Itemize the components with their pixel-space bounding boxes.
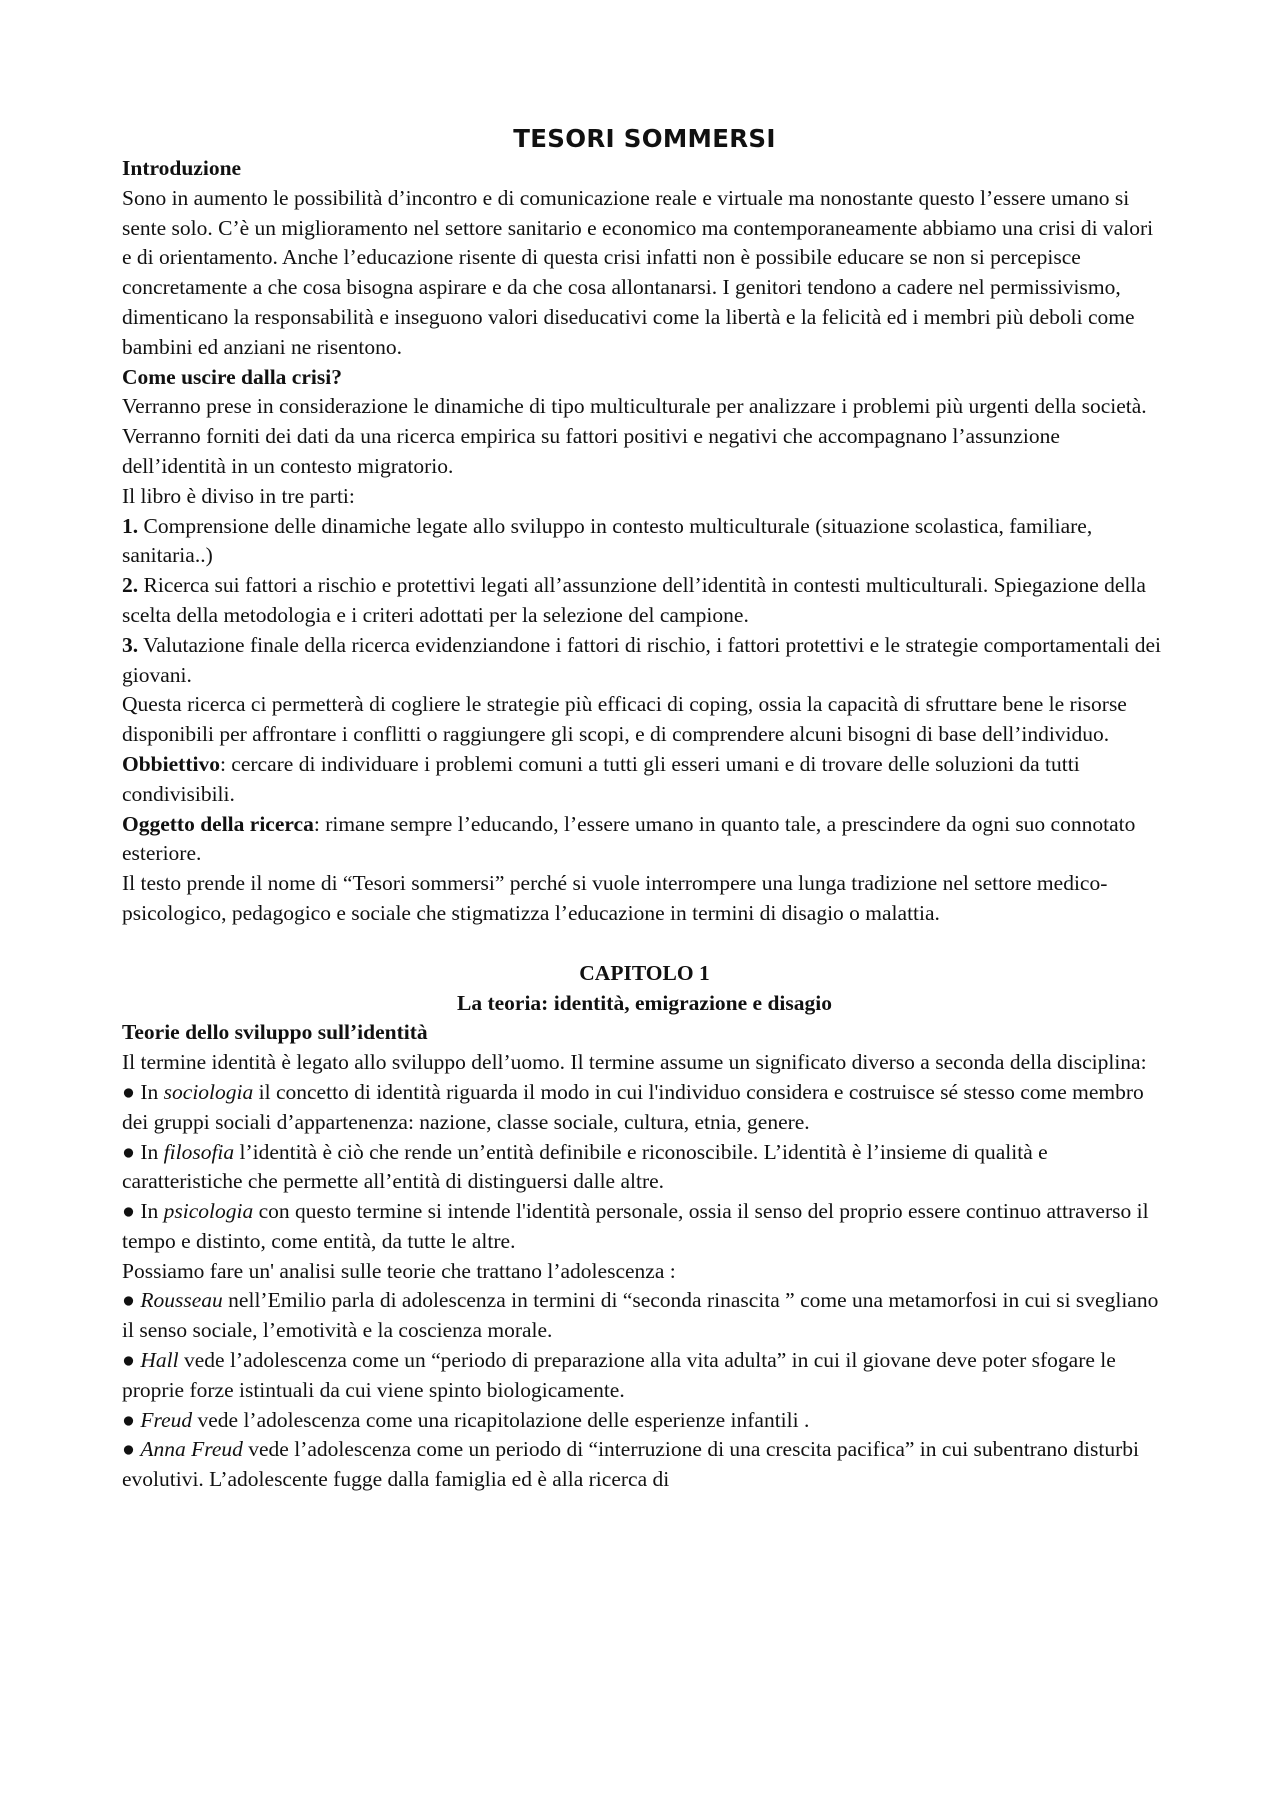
- list-item-freud: [122, 1406, 1167, 1436]
- bullet-icon: ●: [122, 1139, 135, 1164]
- blank-line: [122, 929, 1167, 959]
- bullet-icon: ●: [122, 1437, 135, 1462]
- intro-paragraph: Sono in aumento le possibilità d’incontro e di comunicazione reale e virtuale ma nonostante questo l’essere umano si sente solo. C’è un miglioramento nel settore sanitario e economico ma contemporaneamente abbiamo una crisi di valori e di orientamento. Anche l’educazione risente di questa crisi infatti non è possibile educare se non si percepisce concretamente a che cosa bisogna aspirare e da che cosa allontanarsi. I genitori tendono a cadere nel permissivismo, dimenticano la responsabilità e inseguono valori diseducativi come la libertà e la felicità ed i membri più deboli come bambini ed anziani ne risentono.: [122, 185, 1154, 359]
- research-object-paragraph: [122, 810, 1167, 870]
- bullet-icon: ●: [122, 1199, 135, 1224]
- item-text: vede l’adolescenza come un periodo di “interruzione di una crescita pacifica” in cui subentrano disturbi evolutivi. L’adolescente fugge dalla famiglia ed è alla ricerca di: [122, 1437, 1139, 1492]
- document-title: TESORI SOMMERSI: [513, 124, 776, 153]
- crisis-heading: Come uscire dalla crisi?: [122, 364, 342, 389]
- chapter-label: CAPITOLO 1: [579, 960, 710, 985]
- list-item-rousseau: [122, 1286, 1167, 1346]
- part-number: 2.: [122, 573, 139, 598]
- item-term: sociologia: [163, 1079, 254, 1104]
- parts-intro: Il libro è diviso in tre parti:: [122, 483, 355, 508]
- list-item-anna-freud: [122, 1435, 1167, 1495]
- item-term: Rousseau: [140, 1288, 223, 1313]
- item-text: il concetto di identità riguarda il modo in cui l'individuo considera e costruisce sé stesso come membro dei gruppi sociali d’appartenenza: nazione, classe sociale, cultura, etnia, genere.: [122, 1079, 1144, 1134]
- item-prefix: In: [135, 1139, 164, 1164]
- bullet-icon: ●: [122, 1288, 135, 1313]
- list-item-psicologia: [122, 1197, 1167, 1257]
- item-prefix: In: [135, 1079, 164, 1104]
- item-text: nell’Emilio parla di adolescenza in termini di “seconda rinascita ” come una metamorfosi in cui si svegliano il senso sociale, l’emotività e la coscienza morale.: [122, 1288, 1159, 1343]
- bullet-icon: ●: [122, 1079, 135, 1104]
- item-text: l’identità è ciò che rende un’entità definibile e riconoscibile. L’identità è l’insieme di qualità e caratteristiche che permette all’entità di distinguersi dalle altre.: [122, 1139, 1048, 1194]
- closing-paragraph: Il testo prende il nome di “Tesori sommersi” perché si vuole interrompere una lunga tradizione nel settore medico-psicologico, pedagogico e sociale che stigmatizza l’educazione in termini di disagio o malattia.: [122, 871, 1108, 925]
- item-prefix: In: [135, 1199, 164, 1224]
- objective-text: : cercare di individuare i problemi comuni a tutti gli esseri umani e di trovare delle soluzioni da tutti condivisibili.: [122, 751, 1080, 806]
- item-term: psicologia: [163, 1199, 254, 1224]
- bullet-icon: ●: [122, 1407, 135, 1432]
- objective-label: Obbiettivo: [122, 751, 220, 776]
- item-text: con questo termine si intende l'identità personale, ossia il senso del proprio essere continuo attraverso il tempo e distinto, come entità, da tutte le altre.: [122, 1199, 1149, 1253]
- item-text: vede l’adolescenza come una ricapitolazione delle esperienze infantili .: [192, 1407, 810, 1432]
- part-item-2: [122, 571, 1167, 631]
- item-term: Hall: [140, 1348, 179, 1373]
- intro-heading: Introduzione: [122, 156, 242, 180]
- crisis-paragraph: Verranno prese in considerazione le dinamiche di tipo multiculturale per analizzare i problemi più urgenti della società. Verranno forniti dei dati da una ricerca empirica su fattori positivi e negativi che accompagnano l’assunzione dell’identità in un contesto migratorio.: [122, 394, 1147, 478]
- list-item-filosofia: [122, 1138, 1167, 1198]
- item-term: Anna Freud: [140, 1437, 243, 1462]
- document-page: [122, 124, 1167, 1495]
- chapter-subtitle: La teoria: identità, emigrazione e disagio: [457, 990, 832, 1015]
- item-term: filosofia: [163, 1139, 235, 1164]
- part-text: Ricerca sui fattori a rischio e protettivi legati all’assunzione dell’identità in contesti multiculturali. Spiegazione della scelta della metodologia e i criteri adottati per la selezione del campione.: [122, 573, 1146, 627]
- part-text: Valutazione finale della ricerca evidenziandone i fattori di rischio, i fattori protettivi e le strategie comportamentali dei giovani.: [122, 632, 1161, 687]
- research-object-text: : rimane sempre l’educando, l’essere umano in quanto tale, a prescindere da ogni suo connotato esteriore.: [122, 811, 1136, 866]
- item-term: Freud: [140, 1407, 193, 1432]
- bullet-icon: ●: [122, 1348, 135, 1373]
- section-heading: Teorie dello sviluppo sull’identità: [122, 1020, 428, 1045]
- coping-paragraph: Questa ricerca ci permetterà di cogliere le strategie più efficaci di coping, ossia la capacità di sfruttare bene le risorse disponibili per affrontare i conflitti o raggiungere gli scopi, e di comprendere alcuni bisogni di base dell’individuo.: [122, 692, 1127, 747]
- chapter-intro: Il termine identità è legato allo sviluppo dell’uomo. Il termine assume un significato diverso a seconda della disciplina:: [122, 1050, 1147, 1075]
- part-text: Comprensione delle dinamiche legate allo sviluppo in contesto multiculturale (situazione scolastica, familiare, sanitaria..): [122, 513, 1093, 568]
- item-text: vede l’adolescenza come un “periodo di preparazione alla vita adulta” in cui il giovane deve poter sfogare le proprie forze istintuali da cui viene spinto biologicamente.: [122, 1348, 1116, 1402]
- objective-paragraph: [122, 750, 1167, 810]
- analysis-intro: Possiamo fare un' analisi sulle teorie che trattano l’adolescenza :: [122, 1258, 676, 1283]
- research-object-label: Oggetto della ricerca: [122, 811, 314, 836]
- part-item-3: [122, 631, 1167, 691]
- list-item-hall: [122, 1346, 1167, 1406]
- list-item-sociologia: [122, 1078, 1167, 1138]
- part-item-1: [122, 512, 1167, 572]
- part-number: 3.: [122, 632, 139, 657]
- part-number: 1.: [122, 513, 139, 538]
